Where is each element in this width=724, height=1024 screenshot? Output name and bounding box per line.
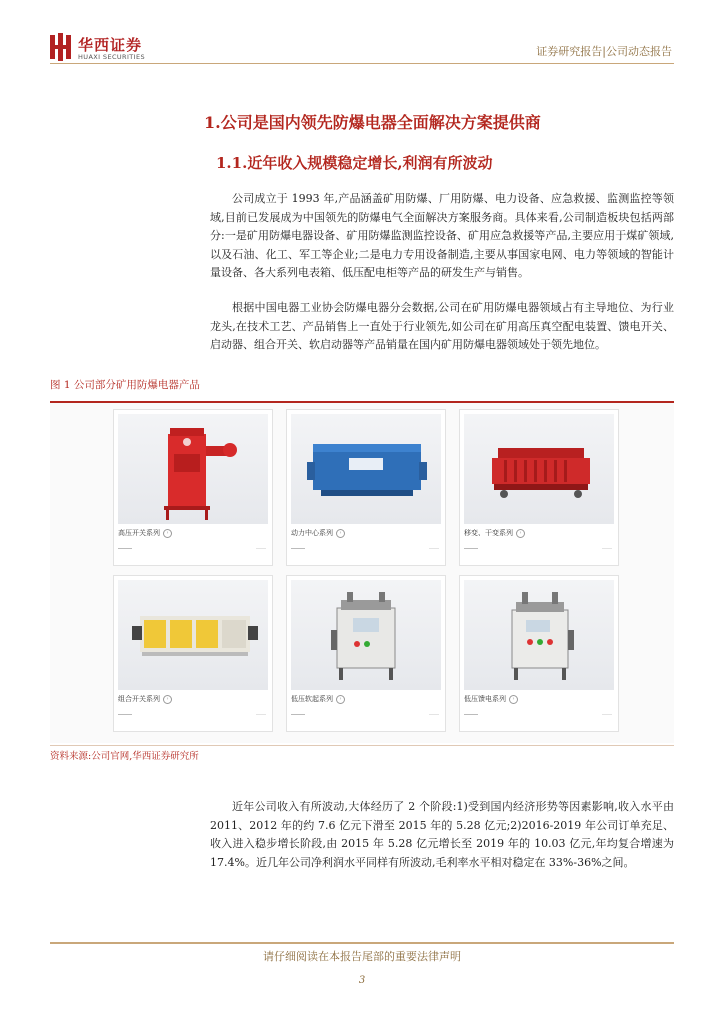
- more-icon[interactable]: ›: [163, 695, 172, 704]
- product-label: [118, 694, 172, 704]
- paragraph-text: 公司成立于 1993 年,产品涵盖矿用防爆、厂用防爆、电力设备、应急救援、监测监控等领域,目前已发展成为中国领先的防爆电气全面解决方案服务商。具体来看,公司制造板块包括两部分:一是矿用防爆电器设备、矿用防爆监测监控设备、矿用应急救援等产品,主要应用于煤矿领域,以及石油、化工、军工等企业;二是电力专用设备制造,主要从事国家电网、电力等领域的智能计量设备、各大系列电表箱、低压配电柜等产品的研发生产与销售。: [210, 192, 674, 279]
- paragraph-company-overview: [210, 190, 674, 283]
- more-icon[interactable]: ›: [336, 529, 345, 538]
- divider: [602, 548, 612, 549]
- red-transformer-photo: [464, 414, 614, 524]
- more-icon[interactable]: ›: [509, 695, 518, 704]
- more-icon[interactable]: ›: [516, 529, 525, 538]
- section-heading: 1.公司是国内领先防爆电器全面解决方案提供商: [204, 113, 541, 132]
- divider: [602, 714, 612, 715]
- gray-soft-starter-photo: [291, 580, 441, 690]
- page-number: 3: [358, 975, 366, 986]
- header-divider: [50, 63, 674, 64]
- yellow-combo-switch-photo: [118, 580, 268, 690]
- source-rule: [50, 745, 674, 746]
- divider: [291, 548, 305, 549]
- product-card[interactable]: [113, 409, 273, 566]
- more-icon[interactable]: ›: [336, 695, 345, 704]
- product-label: [291, 694, 345, 704]
- product-label-text: 组合开关系列: [118, 695, 160, 703]
- legal-notice: 请仔细阅读在本报告尾部的重要法律声明: [263, 950, 461, 963]
- divider: [429, 714, 439, 715]
- product-label-text: 移变、干变系列: [464, 529, 513, 537]
- divider: [118, 548, 132, 549]
- product-card[interactable]: [286, 409, 446, 566]
- divider: [464, 548, 478, 549]
- product-card[interactable]: [286, 575, 446, 732]
- product-label-text: 低压馈电系列: [464, 695, 506, 703]
- more-icon[interactable]: ›: [163, 529, 172, 538]
- logo-chinese-name: 华西证券: [78, 36, 143, 54]
- product-label: [291, 528, 345, 538]
- paragraph-text: 近年公司收入有所波动,大体经历了 2 个阶段:1)受到国内经济形势等因素影响,收入水平由 2011、2012 年的约 7.6 亿元下滑至 2015 年的 5.28 亿元;2)2016-2019 年公司订单充足、收入进入稳步增长阶段,由 2015 年 5.28 亿元增长至 2019 年的 10.03 亿元,年均复合增速为 17.4%。近几年公司净利润水平同样有所波动,毛利率水平相对稳定在 33%-36%之间。: [210, 800, 674, 869]
- paragraph-revenue-history: [210, 798, 674, 872]
- paragraph-industry-position: [210, 299, 674, 355]
- company-logo: [50, 33, 160, 63]
- product-label: [464, 528, 525, 538]
- product-card[interactable]: [459, 409, 619, 566]
- figure-caption: 图 1 公司部分矿用防爆电器产品: [50, 379, 200, 391]
- huaxi-logo-icon: [50, 33, 72, 61]
- product-card[interactable]: [113, 575, 273, 732]
- divider: [464, 714, 478, 715]
- footer-divider: [50, 942, 674, 944]
- subsection-heading: 1.1.近年收入规模稳定增长,利润有所波动: [216, 154, 493, 172]
- product-label: [464, 694, 518, 704]
- figure-product-grid: [50, 403, 674, 743]
- divider: [118, 714, 132, 715]
- figure-source: 资料来源:公司官网,华西证券研究所: [50, 751, 199, 762]
- gray-feeder-photo: [464, 580, 614, 690]
- divider: [256, 548, 266, 549]
- report-type: 证券研究报告|公司动态报告: [536, 45, 672, 58]
- paragraph-text: 根据中国电器工业协会防爆电器分会数据,公司在矿用防爆电器领域占有主导地位、为行业龙头,在技术工艺、产品销售上一直处于行业领先,如公司在矿用高压真空配电装置、馈电开关、启动器、组合开关、软启动器等产品销量在国内矿用防爆电器领域处于领先地位。: [210, 301, 674, 351]
- product-label: [118, 528, 172, 538]
- product-label-text: 高压开关系列: [118, 529, 160, 537]
- product-label-text: 动力中心系列: [291, 529, 333, 537]
- product-card[interactable]: [459, 575, 619, 732]
- divider: [291, 714, 305, 715]
- product-label-text: 低压软起系列: [291, 695, 333, 703]
- red-switchgear-photo: [118, 414, 268, 524]
- logo-english-name: HUAXI SECURITIES: [78, 53, 146, 61]
- divider: [256, 714, 266, 715]
- divider: [429, 548, 439, 549]
- blue-power-center-photo: [291, 414, 441, 524]
